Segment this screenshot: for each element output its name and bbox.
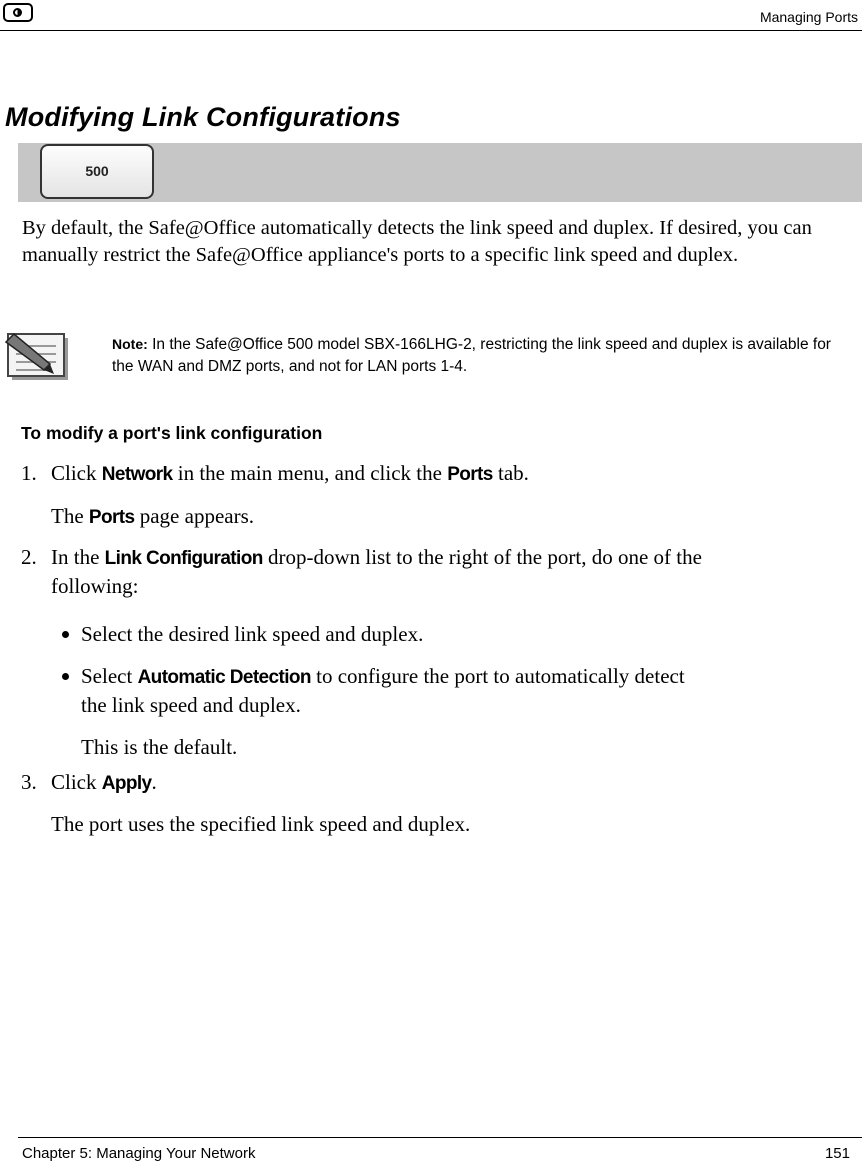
footer-chapter: Chapter 5: Managing Your Network [22,1145,256,1162]
link-configuration-ref: Link Configuration [104,548,263,569]
page-header [0,0,862,31]
automatic-detection-ref: Automatic Detection [137,667,311,688]
bullet-2-note: This is the default. [81,735,238,759]
bullet-2-line2: the link speed and duplex. [81,693,301,717]
model-badge: 500 [40,144,154,199]
step-2-text [51,543,702,573]
step-1-result [51,502,254,532]
step-2-line2: following: [51,574,139,598]
ports-page-ref: Ports [88,507,135,528]
step-3-post: . [151,770,157,794]
step-1-pre: Click [51,461,102,485]
note-body: In the Safe@Office 500 model SBX-166LHG-2, restricting the link speed and duplex is available for the WAN and DMZ ports, and not for LAN ports 1-4. [112,336,831,375]
page-title: Modifying Link Configurations [5,102,401,132]
step-1-result-post: page appears. [134,504,255,528]
network-menu-ref: Network [101,464,173,485]
step-1-mid: in the main menu, and click the [172,461,448,485]
header-title: Managing Ports [759,9,858,25]
note-label: Note: [112,336,148,352]
model-bar [18,143,862,202]
step-3-result: The port uses the specified link speed and duplex. [51,812,471,836]
step-3-pre: Click [51,770,102,794]
step-1-number: 1. [21,461,37,485]
ports-tab-ref: Ports [447,464,493,485]
note-text [112,333,832,378]
bullet-2-pre: Select [81,664,138,688]
bullet-2-text [81,662,685,692]
step-2-number: 2. [21,545,37,569]
step-3-number: 3. [21,770,37,794]
bullet-1-icon [62,631,69,638]
intro-paragraph: By default, the Safe@Office automatically detects the link speed and duplex. If desired, you can manually restrict the Safe@Office appliance's ports to a specific link speed and duplex. [22,217,812,266]
step-1-text [51,459,529,489]
safe-office-logo-icon [3,3,33,22]
bullet-2-post: to configure the port to automatically detect [310,664,685,688]
footer-page-number: 151 [824,1145,850,1162]
footer-divider [18,1137,862,1138]
step-2-post: drop-down list to the right of the port, do one of the [262,545,702,569]
step-3-text [51,768,157,798]
bullet-1-text: Select the desired link speed and duplex. [81,622,424,646]
apply-button-ref: Apply [101,773,152,794]
step-2-pre: In the [51,545,105,569]
note-pad-icon [4,330,70,382]
bullet-2-icon [62,673,69,680]
step-1-post: tab. [492,461,529,485]
step-1-result-pre: The [51,504,89,528]
procedure-title: To modify a port's link configuration [21,423,323,443]
